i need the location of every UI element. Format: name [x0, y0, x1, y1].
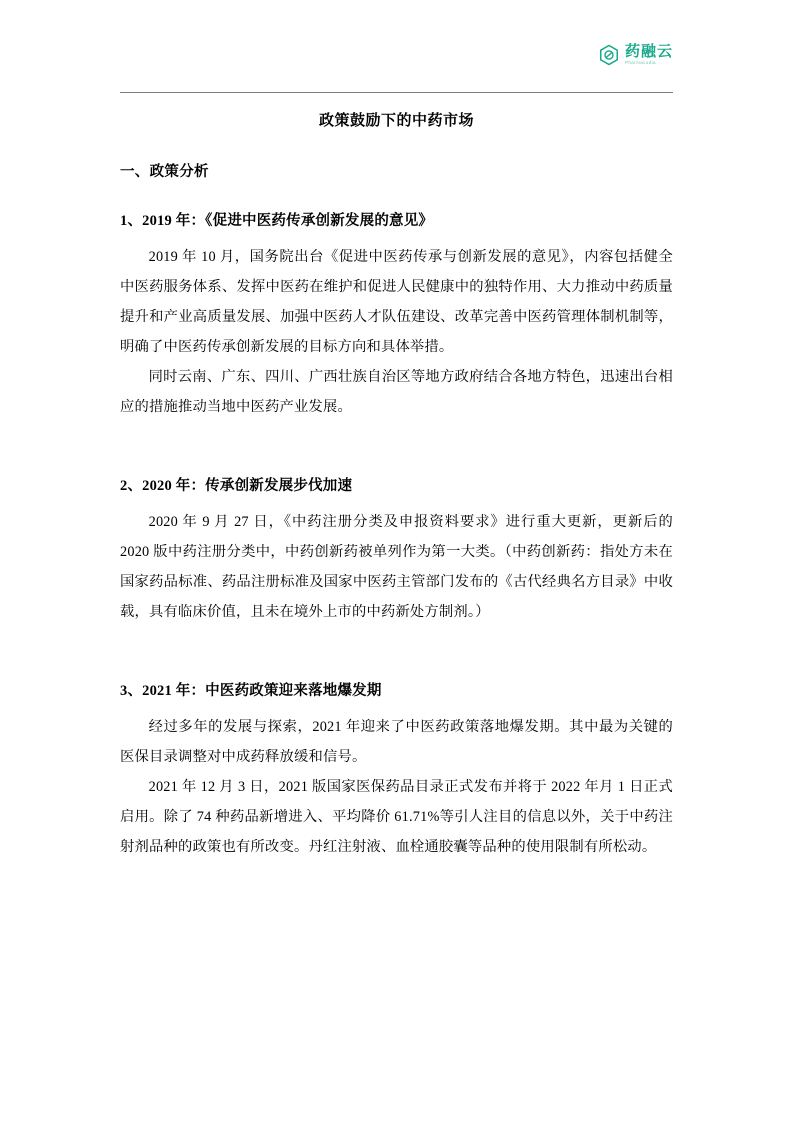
paragraph-2021-1: 经过多年的发展与探索，2021 年迎来了中医药政策落地爆发期。其中最为关键的医保目录调整对中成药释放缓和信号。 [120, 719, 673, 765]
spacer [120, 422, 673, 446]
page-header [120, 0, 673, 92]
paragraph-2019-1: 2019 年 10 月，国务院出台《促进中医药传承与创新发展的意见》，内容包括健全中医药服务体系、发挥中医药在维护和促进人民健康中的独特作用、大力推动中药质量提升和产业高质量发展、加强中医药人才队伍建设、改革完善中医药管理体制机制等，明确了中医药传承创新发展的目标方向和具体举措。 [120, 249, 673, 355]
spacer [120, 627, 673, 651]
subsection-heading-2021: 3、2021 年：中医药政策迎来落地爆发期 [120, 683, 382, 699]
paragraph-2020-1: 2020 年 9 月 27 日，《中药注册分类及申报资料要求》进行重大更新，更新后的 2020 版中药注册分类中，中药创新药被单列作为第一大类。（中药创新药：指处方未在国家药品标准、药品注册标准及国家中医药主管部门发布的《古代经典名方目录》中收载，具有临床价值，且未在境外上市的中药新处方制剂。） [120, 514, 673, 620]
brand-logo-subtext: Pharmacodia [624, 60, 656, 66]
header-divider [120, 92, 673, 93]
brand-logo-text: 药融云 [624, 43, 673, 61]
brand-logo-textblock [625, 44, 673, 66]
paragraph-2021-2: 2021 年 12 月 3 日，2021 版国家医保药品目录正式发布并将于 2022 年月 1 日正式启用。除了 74 种药品新增进入、平均降价 61.71%等引人注目的信息以外，关于中药注射剂品种的政策也有所改变。丹红注射液、血栓通胶囊等品种的使用限制有所松动。 [120, 779, 673, 855]
page-title: 政策鼓励下的中药市场 [318, 113, 474, 129]
subsection-heading-2020: 2、2020 年：传承创新发展步伐加速 [120, 478, 353, 494]
paragraph-2019-2: 同时云南、广东、四川、广西壮族自治区等地方政府结合各地方特色，迅速出台相应的措施推动当地中医药产业发展。 [120, 369, 673, 415]
subsection-heading-2019: 1、2019 年：《促进中医药传承创新发展的意见》 [120, 213, 434, 229]
hexagon-pill-icon [598, 44, 620, 66]
section-heading-policy-analysis: 一、政策分析 [120, 164, 209, 180]
brand-logo [598, 44, 673, 66]
